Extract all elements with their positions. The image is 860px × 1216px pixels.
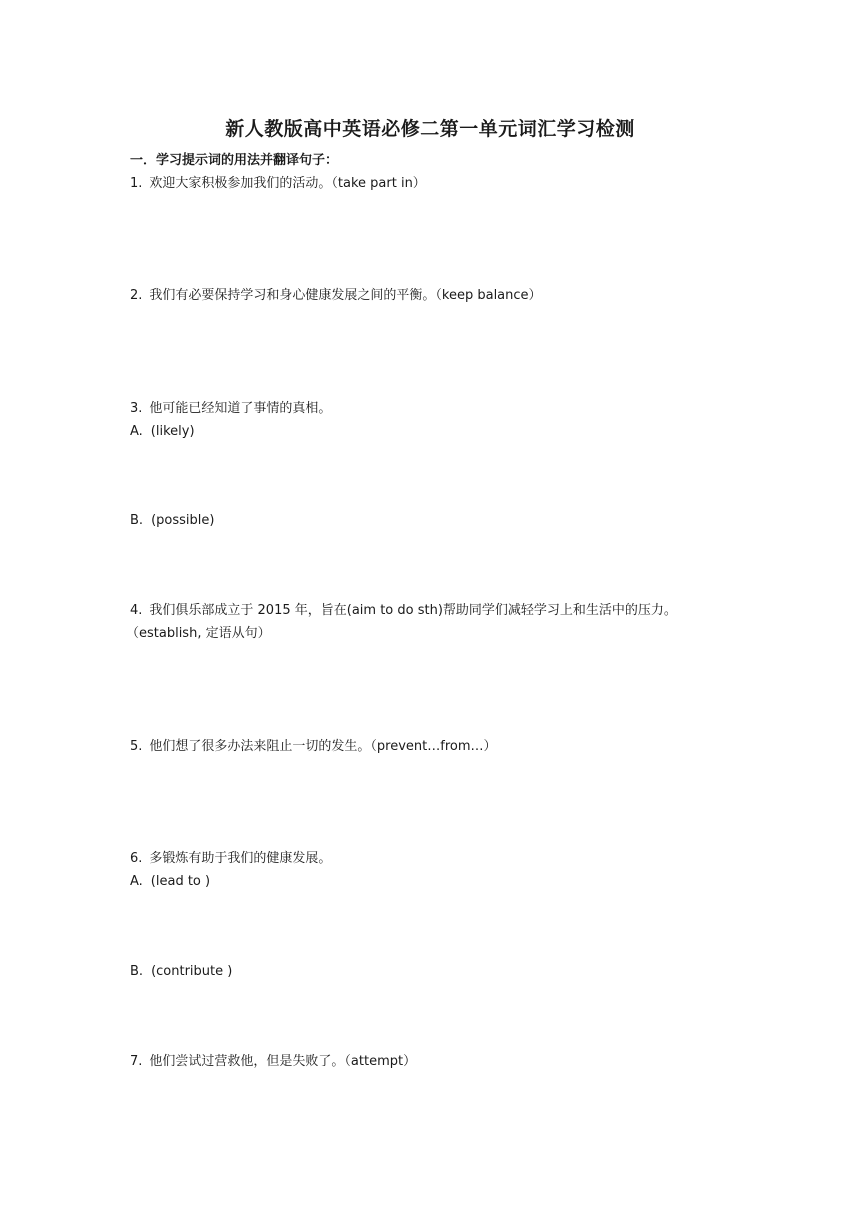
sub-label: A.: [130, 424, 143, 439]
question-4-continuation: （establish, 定语从句）: [126, 626, 271, 641]
question-7: [130, 1051, 770, 1073]
question-text: 欢迎大家积极参加我们的活动。（take part in）: [149, 176, 426, 191]
question-text: 我们俱乐部成立于 2015 年，旨在(aim to do sth)帮助同学们减轻学习上和生活中的压力。: [149, 603, 677, 618]
question-3-sub-a: [130, 421, 770, 443]
question-number: 7.: [130, 1054, 143, 1069]
sub-text: (contribute ): [151, 964, 233, 979]
sub-label: B.: [130, 513, 144, 528]
question-text: 他们想了很多办法来阻止一切的发生。（prevent…from…）: [149, 739, 497, 754]
question-text: 他可能已经知道了事情的真相。: [149, 401, 332, 416]
question-number: 3.: [130, 401, 143, 416]
question-number: 1.: [130, 176, 143, 191]
question-number: 5.: [130, 739, 143, 754]
question-number: 4.: [130, 603, 143, 618]
question-number: 6.: [130, 851, 143, 866]
question-number: 2.: [130, 288, 143, 303]
document-title: 新人教版高中英语必修二第一单元词汇学习检测: [225, 118, 635, 140]
question-text: 他们尝试过营救他，但是失败了。（attempt）: [149, 1054, 417, 1069]
question-6-sub-b: [130, 961, 770, 983]
question-6-sub-a: [130, 871, 770, 893]
question-text: 我们有必要保持学习和身心健康发展之间的平衡。（keep balance）: [149, 288, 542, 303]
sub-text: (lead to ): [150, 874, 211, 889]
sub-label: A.: [130, 874, 143, 889]
sub-text: (possible): [151, 513, 215, 528]
question-5: [130, 736, 770, 758]
question-4: [130, 600, 770, 622]
question-6: [130, 848, 770, 870]
sub-text: (likely): [150, 424, 195, 439]
question-text: 多锻炼有助于我们的健康发展。: [149, 851, 332, 866]
question-3-sub-b: [130, 510, 770, 532]
question-3: [130, 398, 770, 420]
question-2: [130, 285, 770, 307]
sub-label: B.: [130, 964, 144, 979]
question-1: [130, 173, 770, 195]
section-heading: 一．学习提示词的用法并翻译句子：: [130, 153, 339, 168]
